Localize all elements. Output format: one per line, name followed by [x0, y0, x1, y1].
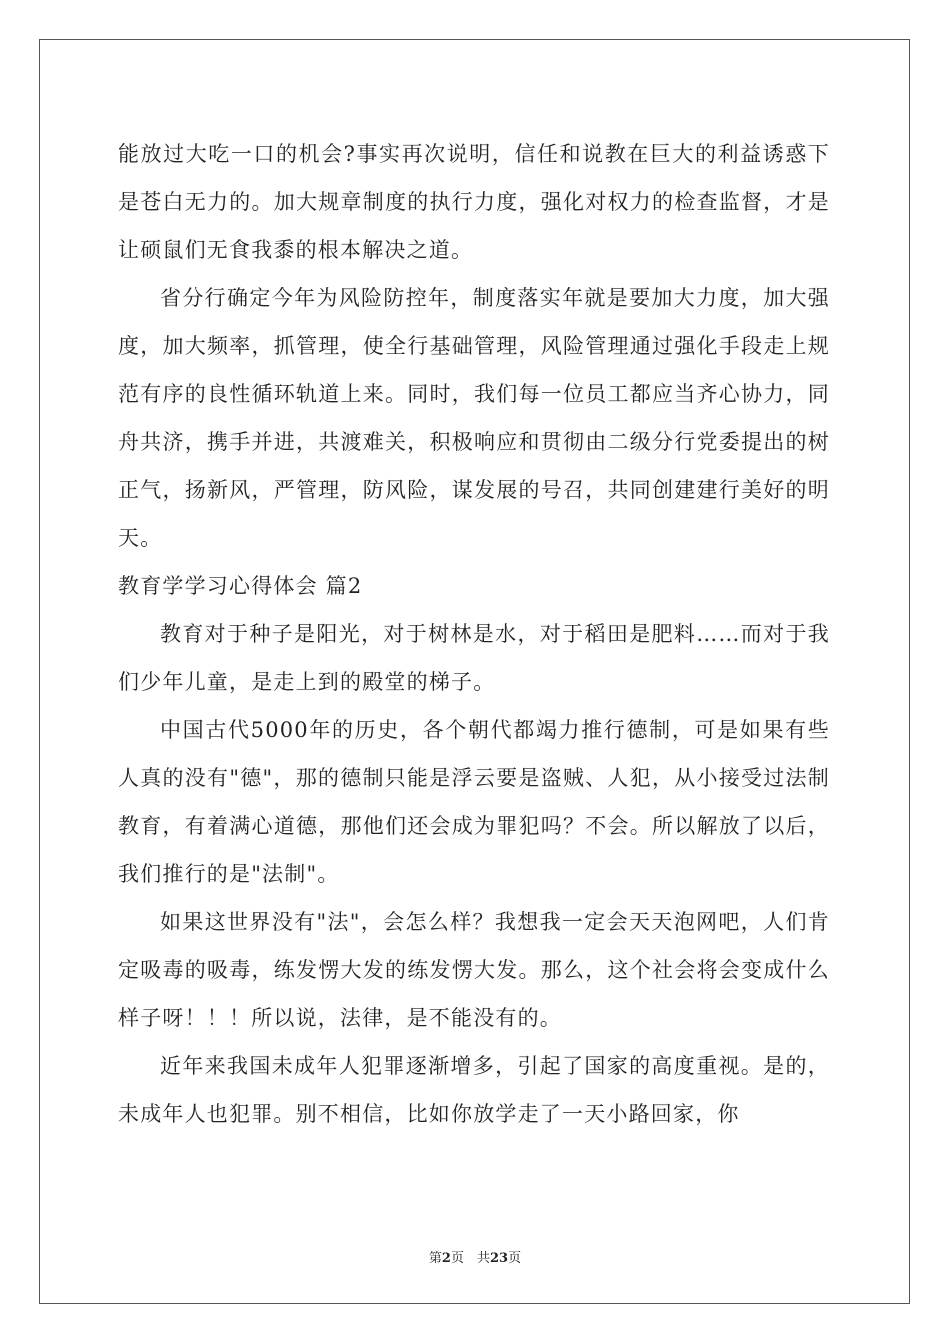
- footer-prefix: 第: [428, 1251, 442, 1266]
- paragraph: 省分行确定今年为风险防控年，制度落实年就是要加大力度，加大强度，加大频率，抓管理，使全行基础管理，风险管理通过强化手段走上规范有序的良性循环轨道上来。同时，我们每一位员工都应当齐心协力，同舟共济，携手并进，共渡难关，积极响应和贯彻由二级分行党委提出的树正气，扬新风，严管理，防风险，谋发展的号召，共同创建建行美好的明天。: [118, 286, 830, 550]
- footer-suffix: 页: [508, 1251, 522, 1266]
- total-page-count: 23: [489, 1251, 509, 1266]
- section-heading: 教育学学习心得体会 篇2: [118, 574, 363, 598]
- paragraph: 中国古代5000年的历史，各个朝代都竭力推行德制，可是如果有些人真的没有"德"，那的德制只能是浮云要是盗贼、人犯，从小接受过法制教育，有着满心道德，那他们还会成为罪犯吗？不会。所以解放了以后，我们推行的是"法制"。: [118, 718, 830, 886]
- paragraph: 近年来我国未成年人犯罪逐渐增多，引起了国家的高度重视。是的，未成年人也犯罪。别不相信，比如你放学走了一天小路回家，你: [118, 1054, 830, 1126]
- paragraph: 如果这世界没有"法"，会怎么样？我想我一定会天天泡网吧，人们肯定吸毒的吸毒，练发愣大发的练发愣大发。那么，这个社会将会变成什么样子呀！！！所以说，法律，是不能没有的。: [118, 910, 830, 1030]
- document-body: [118, 130, 830, 1138]
- paragraph: 能放过大吃一口的机会?事实再次说明，信任和说教在巨大的利益诱惑下是苍白无力的。加大规章制度的执行力度，强化对权力的检查监督，才是让硕鼠们无食我黍的根本解决之道。: [118, 142, 830, 262]
- current-page-number: 2: [441, 1251, 451, 1266]
- footer-mid: 页 共: [450, 1251, 490, 1266]
- page-footer: [0, 1247, 950, 1266]
- paragraph: 教育对于种子是阳光，对于树林是水，对于稻田是肥料……而对于我们少年儿童，是走上到的殿堂的梯子。: [118, 622, 830, 694]
